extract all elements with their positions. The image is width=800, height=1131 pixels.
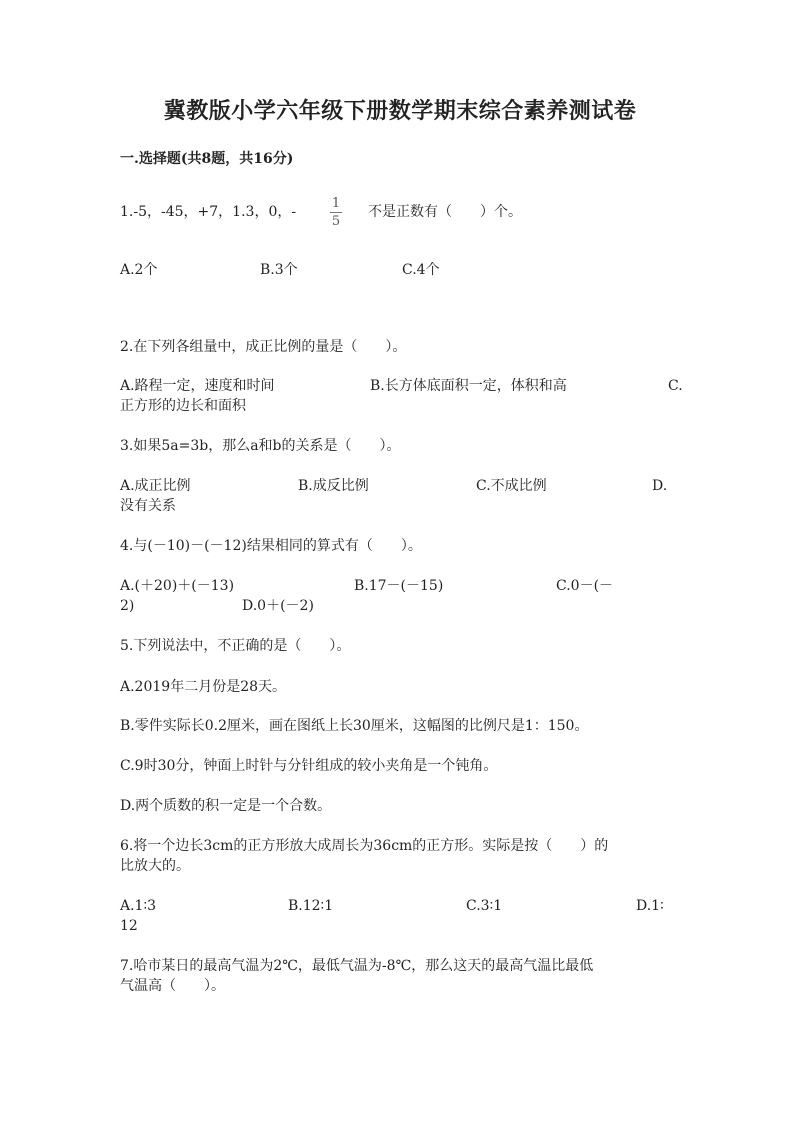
question-5-option-b: B.零件实际长0.2厘米，画在图纸上长30厘米，这幅图的比例尺是1：150。	[120, 718, 589, 734]
question-5-option-c: C.9时30分，钟面上时针与分针组成的较小夹角是一个钝角。	[120, 758, 498, 774]
question-1-option-c: C.4个	[402, 262, 440, 278]
question-2-option-a: A.路程一定，速度和时间	[120, 378, 275, 394]
question-3-option-d-label: D.	[652, 478, 668, 494]
question-3-stem: 3.如果5a=3b，那么a和b的关系是（ ）。	[120, 438, 401, 454]
question-7-stem-cont: 气温高（ ）。	[120, 978, 225, 994]
question-5-option-d: D.两个质数的积一定是一个合数。	[120, 798, 332, 814]
fraction-numerator: 1	[331, 196, 341, 211]
question-4-option-c-cont: 2)	[120, 598, 135, 614]
question-3-option-c: C.不成比例	[476, 478, 547, 494]
question-4-option-c: C.0－(－	[556, 578, 614, 594]
question-4-option-a: A.(＋20)＋(－13)	[120, 578, 235, 594]
question-6-option-a: A.1∶3	[120, 898, 157, 914]
question-3-option-d-text: 没有关系	[120, 498, 176, 514]
question-2-option-b: B.长方体底面积一定，体积和高	[370, 378, 567, 394]
question-1-option-b: B.3个	[260, 262, 298, 278]
question-3-option-b: B.成反比例	[298, 478, 369, 494]
question-5-stem: 5.下列说法中，不正确的是（ ）。	[120, 638, 351, 654]
question-1-option-a: A.2个	[120, 262, 158, 278]
question-4-stem: 4.与(－10)－(－12)结果相同的算式有（ ）。	[120, 538, 422, 554]
question-1-stem: 1.-5，-45，+7，1.3，0，-	[120, 204, 297, 220]
question-3-option-a: A.成正比例	[120, 478, 191, 494]
question-6-option-c: C.3∶1	[466, 898, 503, 914]
question-6-stem: 6.将一个边长3cm的正方形放大成周长为36cm的正方形。实际是按（ ）的	[120, 838, 609, 854]
section-heading: 一.选择题(共8题，共16分)	[120, 151, 294, 167]
page-title: 冀教版小学六年级下册数学期末综合素养测试卷	[163, 98, 637, 124]
question-5-option-a: A.2019年二月份是28天。	[120, 679, 287, 695]
question-2-option-c-label: C.	[668, 378, 683, 394]
question-6-option-d: D.1∶	[636, 898, 664, 914]
question-2-option-c-text: 正方形的边长和面积	[120, 398, 246, 414]
fraction-denominator: 5	[331, 214, 341, 229]
question-6-option-d-cont: 12	[120, 918, 138, 934]
question-6-option-b: B.12∶1	[288, 898, 334, 914]
question-1-stem-end: 不是正数有（ ）个。	[368, 204, 522, 220]
question-6-stem-cont: 比放大的。	[120, 858, 190, 874]
question-4-option-d: D.0＋(－2)	[242, 598, 314, 614]
fraction-one-fifth	[329, 196, 343, 229]
fraction-bar	[330, 212, 342, 213]
question-7-stem: 7.哈市某日的最高气温为2℃，最低气温为-8℃，那么这天的最高气温比最低	[120, 958, 594, 974]
question-2-stem: 2.在下列各组量中，成正比例的量是（ ）。	[120, 339, 407, 355]
question-4-option-b: B.17－(－15)	[354, 578, 444, 594]
